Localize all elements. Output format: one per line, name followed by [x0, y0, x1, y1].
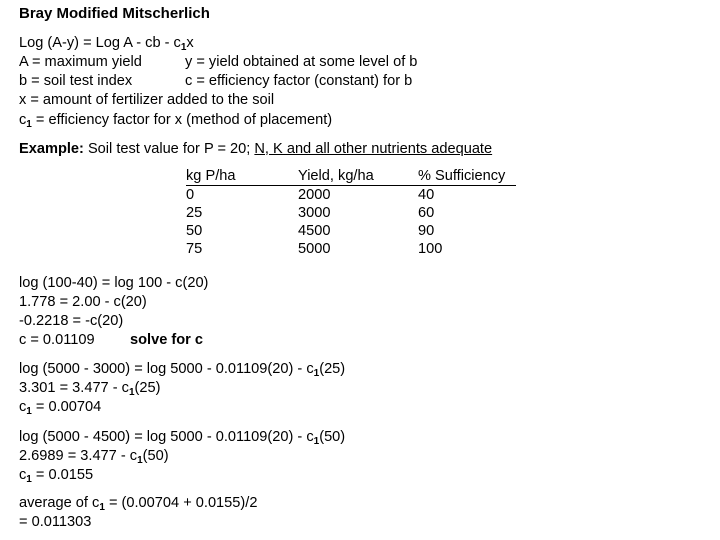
calc-line: 1.778 = 2.00 - c(20) [19, 294, 147, 310]
b-definition: b = soil test index [19, 73, 133, 89]
table-cell: 100 [418, 241, 443, 257]
example-text: Soil test value for P = 20; [83, 141, 255, 157]
calc-line [19, 360, 345, 378]
calc-text: log (5000 - 4500) = log 5000 - 0.01109(20) - c [19, 429, 314, 445]
equation-line [19, 34, 194, 52]
calc-text: (50) [319, 429, 346, 445]
table-column-sufficiency [418, 168, 516, 258]
c1-description: = efficiency factor for x (method of placement) [31, 112, 333, 128]
table-cell: 4500 [298, 223, 331, 239]
calc-text: (25) [319, 361, 346, 377]
subscript-1: 1 [26, 474, 32, 485]
calc-text: = 0.00704 [31, 399, 102, 415]
subscript-1: 1 [26, 406, 32, 417]
table-cell: 40 [418, 187, 435, 203]
calc-line [19, 447, 169, 465]
solve-for-c-note: solve for c [130, 332, 203, 348]
subscript-1: 1 [26, 119, 32, 130]
calc-text: average of c [19, 495, 100, 511]
subscript-1: 1 [128, 387, 135, 398]
document-title: Bray Modified Mitscherlich [19, 5, 210, 22]
table-column-kg [186, 168, 300, 258]
calc-line: log (100-40) = log 100 - c(20) [19, 275, 209, 291]
table-header: Yield, kg/ha [298, 168, 418, 186]
calc-text: (25) [134, 380, 161, 396]
calc-line [19, 379, 160, 397]
calc-line [19, 398, 101, 416]
table-cell: 60 [418, 205, 435, 221]
calc-text: 3.301 = 3.477 - c [19, 380, 129, 396]
calc-line: c = 0.01109 [19, 332, 95, 348]
equation-text: Log (A-y) = Log A - cb - c [19, 35, 181, 51]
calc-text: 2.6989 = 3.477 - c [19, 448, 138, 464]
table-cell: 3000 [298, 205, 331, 221]
table-column-yield [298, 168, 418, 258]
subscript-1: 1 [180, 42, 187, 53]
calc-text: (50) [142, 448, 169, 464]
table-header: kg P/ha [186, 168, 300, 186]
subscript-1: 1 [313, 368, 320, 379]
subscript-1: 1 [137, 455, 143, 466]
average-result: = 0.011303 [19, 514, 92, 530]
table-cell: 75 [186, 241, 203, 257]
calc-text: log (5000 - 3000) = log 5000 - 0.01109(20) - c [19, 361, 314, 377]
table-cell: 5000 [298, 241, 331, 257]
calc-line [19, 428, 345, 446]
y-definition: y = yield obtained at some level of b [185, 54, 418, 70]
calc-text: c [19, 399, 27, 415]
table-cell: 90 [418, 223, 435, 239]
example-label: Example: [19, 141, 84, 157]
table-cell: 25 [186, 205, 203, 221]
c1-symbol: c [19, 112, 27, 128]
average-line [19, 494, 257, 512]
calc-text: c [19, 467, 27, 483]
x-definition: x = amount of fertilizer added to the soil [19, 92, 275, 108]
calc-line: -0.2218 = -c(20) [19, 313, 124, 329]
a-definition: A = maximum yield [19, 54, 142, 70]
table-header: % Sufficiency [418, 168, 516, 186]
calc-text: = (0.00704 + 0.0155)/2 [104, 495, 258, 511]
calc-text: = 0.0155 [31, 467, 94, 483]
subscript-1: 1 [313, 436, 320, 447]
table-cell: 0 [186, 187, 195, 203]
table-cell: 50 [186, 223, 203, 239]
table-cell: 2000 [298, 187, 331, 203]
c1-definition [19, 111, 332, 129]
calc-line [19, 466, 93, 484]
example-line [19, 140, 492, 158]
subscript-1: 1 [99, 502, 105, 513]
equation-tail: x [186, 35, 194, 51]
example-underlined-text: N, K and all other nutrients adequate [254, 141, 493, 157]
c-definition: c = efficiency factor (constant) for b [185, 73, 413, 89]
